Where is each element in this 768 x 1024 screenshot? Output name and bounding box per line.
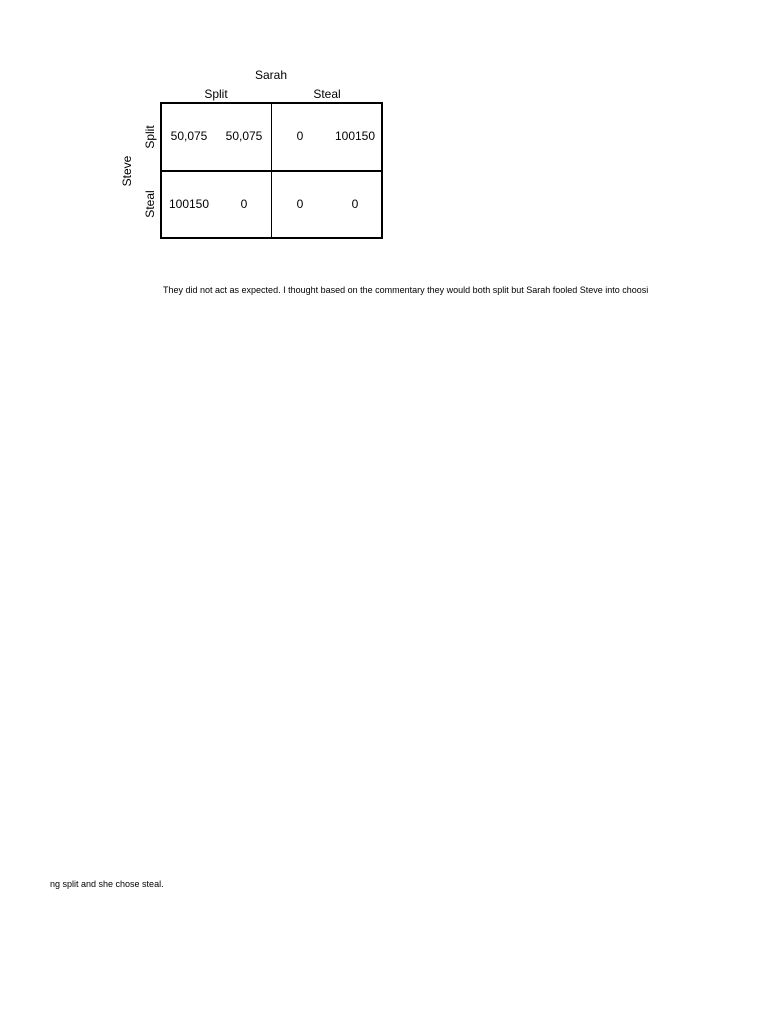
cell-split-split-sarah-payoff: 50,075 — [225, 129, 263, 143]
row-label-steal: Steal — [143, 190, 157, 218]
commentary-note-line-1: They did not act as expected. I thought based on the commentary they would both split but Sarah fooled Steve into choosi — [163, 285, 649, 295]
cell-steal-steal-steve-payoff: 0 — [296, 197, 304, 211]
column-label-split: Split — [204, 87, 228, 101]
cell-split-steal-sarah-payoff: 100150 — [334, 129, 376, 143]
cell-steal-split-steve-payoff: 100150 — [168, 197, 210, 211]
column-label-steal: Steal — [313, 87, 341, 101]
commentary-note-line-2: ng split and she chose steal. — [50, 879, 164, 889]
cell-steal-steal-sarah-payoff: 0 — [351, 197, 359, 211]
matrix-row-divider — [160, 170, 383, 172]
row-label-split: Split — [143, 125, 157, 149]
cell-split-split-steve-payoff: 50,075 — [170, 129, 208, 143]
row-player-label: Steve — [120, 155, 134, 187]
column-player-label: Sarah — [254, 68, 288, 82]
cell-steal-split-sarah-payoff: 0 — [240, 197, 248, 211]
cell-split-steal-steve-payoff: 0 — [296, 129, 304, 143]
